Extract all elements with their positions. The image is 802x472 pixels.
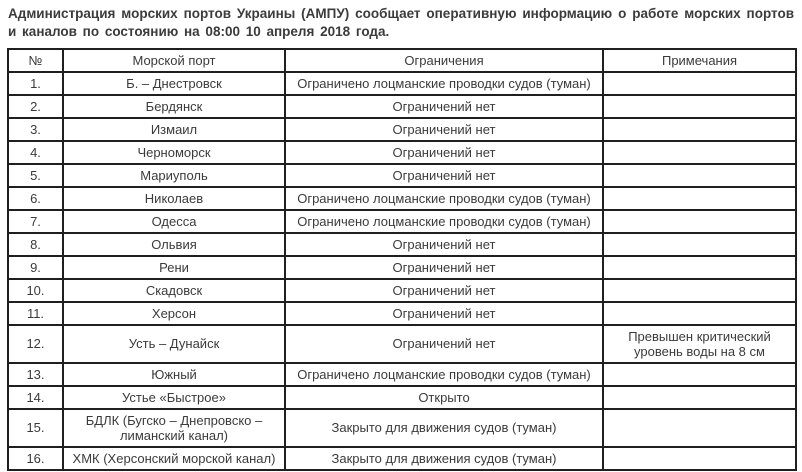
restriction-text: Ограничений нет [285,95,603,118]
table-row [8,409,796,447]
port-name: Измаил [63,118,285,141]
table-row [8,118,796,141]
table-row [8,187,796,210]
row-number: 13. [8,363,63,386]
restriction-text: Закрыто для движения судов (туман) [285,409,603,447]
table-row [8,210,796,233]
note-text [603,302,796,325]
row-number: 5. [8,164,63,187]
row-number: 15. [8,409,63,447]
row-number: 7. [8,210,63,233]
row-number: 2. [8,95,63,118]
note-text [603,256,796,279]
note-text [603,447,796,470]
restriction-text: Ограничений нет [285,141,603,164]
note-text [603,72,796,95]
header-restrictions: Ограничения [285,49,603,72]
port-name: Рени [63,256,285,279]
row-number: 10. [8,279,63,302]
row-number: 4. [8,141,63,164]
port-name: Б. – Днестровск [63,72,285,95]
header-port: Морской порт [63,49,285,72]
row-number: 9. [8,256,63,279]
restriction-text: Ограничений нет [285,164,603,187]
note-text [603,164,796,187]
row-number: 11. [8,302,63,325]
restriction-text: Ограничений нет [285,325,603,363]
restriction-text: Ограничено лоцманские проводки судов (туман) [285,363,603,386]
row-number: 1. [8,72,63,95]
row-number: 16. [8,447,63,470]
note-text [603,279,796,302]
note-text [603,187,796,210]
port-name: Черноморск [63,141,285,164]
table-row [8,256,796,279]
restriction-text: Ограничений нет [285,256,603,279]
table-row [8,72,796,95]
row-number: 6. [8,187,63,210]
table-row [8,164,796,187]
restriction-text: Ограничений нет [285,279,603,302]
port-name: Бердянск [63,95,285,118]
port-name: Ольвия [63,233,285,256]
port-name: Южный [63,363,285,386]
port-name: Мариуполь [63,164,285,187]
ports-table [7,48,797,471]
table-row [8,447,796,470]
table-row [8,325,796,363]
note-text [603,409,796,447]
note-text [603,210,796,233]
table-row [8,141,796,164]
row-number: 3. [8,118,63,141]
restriction-text: Ограничений нет [285,118,603,141]
note-text [603,363,796,386]
port-name: Скадовск [63,279,285,302]
port-name: Устье «Быстрое» [63,386,285,409]
port-name: Херсон [63,302,285,325]
note-text [603,386,796,409]
header-number: № [8,49,63,72]
note-text [603,118,796,141]
row-number: 14. [8,386,63,409]
ports-table-body [8,72,796,470]
restriction-text: Закрыто для движения судов (туман) [285,447,603,470]
row-number: 8. [8,233,63,256]
table-row [8,386,796,409]
note-text [603,95,796,118]
header-notes: Примечания [603,49,796,72]
port-name: БДЛК (Бугско – Днепровско – лиманский канал) [63,409,285,447]
restriction-text: Ограничений нет [285,233,603,256]
table-row [8,95,796,118]
port-name: Николаев [63,187,285,210]
port-name: ХМК (Херсонский морской канал) [63,447,285,470]
table-row [8,279,796,302]
table-row [8,363,796,386]
table-row [8,233,796,256]
note-text [603,141,796,164]
note-text: Превышен критический уровень воды на 8 см [603,325,796,363]
restriction-text: Ограничено лоцманские проводки судов (туман) [285,210,603,233]
restriction-text: Ограничено лоцманские проводки судов (туман) [285,72,603,95]
intro-paragraph: Администрация морских портов Украины (АМПУ) сообщает оперативную информацию о работе морских портов и каналов по состоянию на 08:00 10 апреля 2018 года. [8,6,794,39]
table-header-row [8,49,796,72]
note-text [603,233,796,256]
restriction-text: Ограничений нет [285,302,603,325]
restriction-text: Открыто [285,386,603,409]
table-row [8,302,796,325]
port-name: Усть – Дунайск [63,325,285,363]
row-number: 12. [8,325,63,363]
port-name: Одесса [63,210,285,233]
restriction-text: Ограничено лоцманские проводки судов (туман) [285,187,603,210]
